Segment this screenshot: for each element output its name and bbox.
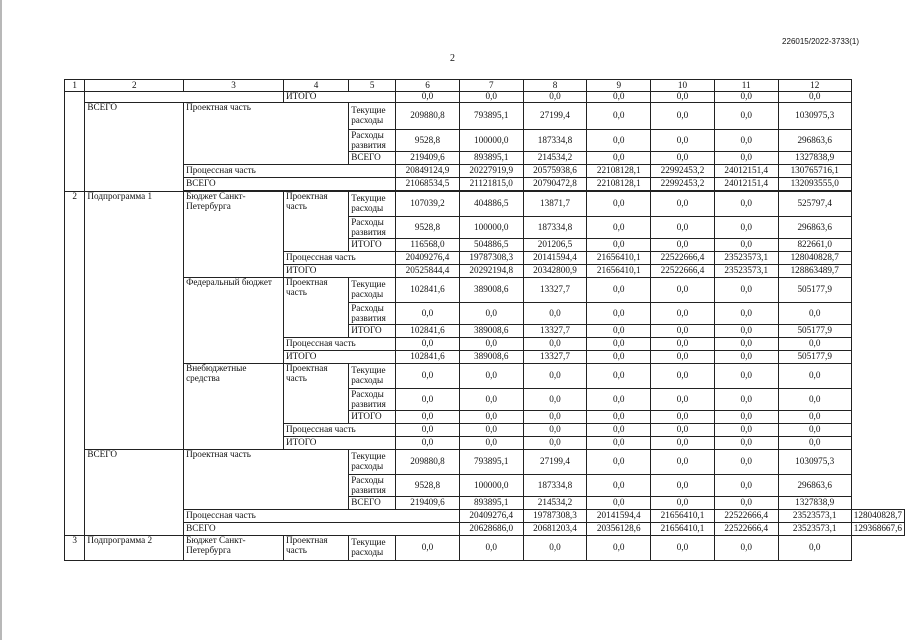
value-cell: 0,0 [523,364,587,389]
value-cell: 214534,2 [523,152,587,165]
value-cell: 296863,6 [778,475,851,497]
row-label: Текущие расходы [349,103,396,130]
value-cell: 0,0 [778,364,851,389]
col-header: 7 [459,80,523,92]
value-cell: 0,0 [651,92,715,103]
value-cell: 0,0 [459,303,523,325]
value-cell: 0,0 [587,103,651,130]
value-cell: 107039,2 [396,192,460,217]
value-cell: 13327,7 [523,278,587,303]
value-cell: 0,0 [714,389,778,411]
row-number: 3 [65,536,85,561]
value-cell: 0,0 [587,364,651,389]
value-cell: 389008,6 [459,351,523,364]
value-cell: 0,0 [396,338,460,351]
value-cell: 0,0 [587,351,651,364]
value-cell: 20409276,4 [396,252,460,265]
value-cell: 102841,6 [396,278,460,303]
col-header: 5 [349,80,396,92]
value-cell: 209880,8 [396,103,460,130]
scan-edge-line [0,0,2,640]
value-cell: 0,0 [459,364,523,389]
value-cell: 19787308,3 [523,510,587,523]
value-cell: 0,0 [523,92,587,103]
row-label: Процессная часть [283,424,395,437]
value-cell: 0,0 [587,437,651,450]
document-id: 226015/2022-3733(1) [782,37,859,46]
value-cell: 20849124,9 [396,165,460,178]
value-cell: 389008,6 [459,278,523,303]
value-cell: 0,0 [651,389,715,411]
value-cell: 20292194,8 [459,265,523,278]
value-cell: 0,0 [714,278,778,303]
value-cell: 0,0 [714,152,778,165]
row-label: ИТОГО [349,411,396,424]
value-cell: 0,0 [523,303,587,325]
col-header: 12 [778,80,851,92]
value-cell: 1327838,9 [778,497,851,510]
value-cell: 22108128,1 [587,178,651,191]
value-cell: 0,0 [396,411,460,424]
value-cell: 0,0 [651,152,715,165]
row-label: Текущие расходы [349,450,396,475]
row-label: Расходы развития [349,475,396,497]
value-cell: 0,0 [587,192,651,217]
value-cell: 0,0 [714,411,778,424]
value-cell: 0,0 [587,278,651,303]
value-cell: 21656410,1 [651,523,715,536]
row-label: Текущие расходы [349,192,396,217]
value-cell: 0,0 [459,424,523,437]
value-cell: 505177,9 [778,351,851,364]
value-cell: 22992453,2 [651,178,715,191]
value-cell: 0,0 [651,325,715,338]
value-cell: 20356128,6 [587,523,651,536]
row-number: 2 [65,192,85,536]
table-row [65,278,905,303]
value-cell: 20409276,4 [459,510,523,523]
value-cell: 0,0 [778,303,851,325]
value-cell: 0,0 [714,192,778,217]
value-cell: 20790472,8 [523,178,587,191]
value-cell: 505177,9 [778,278,851,303]
empty-cell [85,92,284,103]
value-cell: 0,0 [523,338,587,351]
value-cell: 505177,9 [778,325,851,338]
col-header: 2 [85,80,184,92]
col-header: 8 [523,80,587,92]
value-cell: 0,0 [396,536,460,561]
row-label: Расходы развития [349,303,396,325]
value-cell: 504886,5 [459,239,523,252]
row-label: ИТОГО [283,92,395,103]
value-cell: 187334,8 [523,475,587,497]
value-cell: 0,0 [651,351,715,364]
value-cell: 20575938,6 [523,165,587,178]
value-cell: 201206,5 [523,239,587,252]
value-cell: 0,0 [587,130,651,152]
group-label: Проектная часть [283,278,348,338]
value-cell: 0,0 [396,389,460,411]
value-cell: 893895,1 [459,152,523,165]
value-cell: 0,0 [587,217,651,239]
value-cell: 22522666,4 [714,510,778,523]
value-cell: 0,0 [714,475,778,497]
value-cell: 0,0 [651,497,715,510]
value-cell: 0,0 [396,424,460,437]
page-number: 2 [450,53,455,64]
value-cell: 19787308,3 [459,252,523,265]
value-cell: 20525844,4 [396,265,460,278]
value-cell: 0,0 [651,278,715,303]
value-cell: 0,0 [651,130,715,152]
value-cell: 209880,8 [396,450,460,475]
value-cell: 0,0 [714,351,778,364]
value-cell: 893895,1 [459,497,523,510]
value-cell: 0,0 [651,437,715,450]
value-cell: 13327,7 [523,351,587,364]
value-cell: 9528,8 [396,130,460,152]
value-cell: 793895,1 [459,450,523,475]
value-cell: 404886,5 [459,192,523,217]
value-cell: 0,0 [523,389,587,411]
value-cell: 0,0 [587,303,651,325]
row-number-cell [65,92,85,192]
value-cell: 187334,8 [523,130,587,152]
value-cell: 0,0 [714,450,778,475]
value-cell: 0,0 [523,536,587,561]
value-cell: 129368667,6 [851,523,904,536]
source-label: Внебюджетные средства [184,364,284,450]
value-cell: 20141594,4 [587,510,651,523]
value-cell: 0,0 [396,437,460,450]
row-label: ИТОГО [283,351,395,364]
value-cell: 21068534,5 [396,178,460,191]
value-cell: 214534,2 [523,497,587,510]
value-cell: 0,0 [714,92,778,103]
row-label: Процессная часть [283,252,395,265]
table-row [65,92,905,103]
value-cell: 21656410,1 [651,510,715,523]
row-label: Расходы развития [349,217,396,239]
group-label: Проектная часть [283,364,348,424]
value-cell: 296863,6 [778,130,851,152]
table-row [65,103,905,130]
value-cell: 0,0 [778,389,851,411]
value-cell: 100000,0 [459,130,523,152]
table-row [65,450,905,475]
value-cell: 0,0 [459,411,523,424]
value-cell: 23523573,1 [714,252,778,265]
subprogram-label: Подпрограмма 1 [85,192,184,450]
value-cell: 102841,6 [396,325,460,338]
value-cell: 130765716,1 [778,165,851,178]
value-cell: 0,0 [587,411,651,424]
value-cell: 0,0 [651,475,715,497]
value-cell: 0,0 [651,536,715,561]
table-row [65,510,905,523]
value-cell: 0,0 [778,437,851,450]
column-header-row [65,80,905,92]
value-cell: 0,0 [587,497,651,510]
value-cell: 0,0 [396,92,460,103]
value-cell: 102841,6 [396,351,460,364]
value-cell: 0,0 [587,152,651,165]
value-cell: 0,0 [651,411,715,424]
group-label: Проектная часть [283,192,348,252]
budget-table [64,79,905,561]
value-cell: 822661,0 [778,239,851,252]
value-cell: 0,0 [714,338,778,351]
col-header: 9 [587,80,651,92]
value-cell: 22108128,1 [587,165,651,178]
value-cell: 23523573,1 [778,523,851,536]
value-cell: 296863,6 [778,217,851,239]
value-cell: 0,0 [651,364,715,389]
col-header: 10 [651,80,715,92]
col-header: 3 [184,80,284,92]
value-cell: 0,0 [459,338,523,351]
value-cell: 0,0 [714,325,778,338]
value-cell: 0,0 [587,338,651,351]
table-row [65,523,905,536]
value-cell: 187334,8 [523,217,587,239]
row-label: Текущие расходы [349,278,396,303]
row-label: ВСЕГО [184,523,460,536]
value-cell: 27199,4 [523,450,587,475]
table-row [65,178,905,191]
value-cell: 0,0 [523,424,587,437]
table-row [65,192,905,217]
value-cell: 0,0 [714,303,778,325]
value-cell: 0,0 [714,497,778,510]
value-cell: 128863489,7 [778,265,851,278]
row-label: Процессная часть [184,165,396,178]
value-cell: 0,0 [778,536,851,561]
value-cell: 100000,0 [459,475,523,497]
source-label: Бюджет Санкт-Петербурга [184,536,284,561]
row-label: Процессная часть [184,510,460,523]
value-cell: 23523573,1 [778,510,851,523]
value-cell: 21656410,1 [587,265,651,278]
row-label: ВСЕГО [349,152,396,165]
value-cell: 0,0 [587,389,651,411]
value-cell: 9528,8 [396,217,460,239]
value-cell: 0,0 [714,103,778,130]
value-cell: 1030975,3 [778,450,851,475]
value-cell: 20227919,9 [459,165,523,178]
value-cell: 0,0 [651,217,715,239]
value-cell: 0,0 [714,437,778,450]
row-label: ВСЕГО [349,497,396,510]
value-cell: 132093555,0 [778,178,851,191]
row-label: Расходы развития [349,130,396,152]
value-cell: 0,0 [651,303,715,325]
row-label: ИТОГО [349,325,396,338]
value-cell: 9528,8 [396,475,460,497]
value-cell: 13327,7 [523,325,587,338]
value-cell: 0,0 [459,437,523,450]
col-header: 6 [396,80,460,92]
row-label: ИТОГО [283,265,395,278]
value-cell: 0,0 [587,536,651,561]
value-cell: 20628686,0 [459,523,523,536]
row-label: Процессная часть [283,338,395,351]
value-cell: 22522666,4 [651,252,715,265]
value-cell: 793895,1 [459,103,523,130]
table-row [65,364,905,389]
col-header: 4 [283,80,348,92]
value-cell: 23523573,1 [714,265,778,278]
value-cell: 0,0 [396,364,460,389]
value-cell: 0,0 [651,338,715,351]
value-cell: 0,0 [714,217,778,239]
row-label: Расходы развития [349,389,396,411]
row-label: Текущие расходы [349,364,396,389]
value-cell: 0,0 [587,92,651,103]
group-label: Проектная часть [283,536,348,561]
value-cell: 0,0 [651,103,715,130]
value-cell: 0,0 [587,475,651,497]
value-cell: 0,0 [523,437,587,450]
row-label: ВСЕГО [184,178,396,191]
value-cell: 22992453,2 [651,165,715,178]
value-cell: 21656410,1 [587,252,651,265]
group-label: ВСЕГО [85,103,184,192]
value-cell: 100000,0 [459,217,523,239]
value-cell: 13871,7 [523,192,587,217]
subprogram-label: Подпрограмма 2 [85,536,184,561]
col-header: 1 [65,80,85,92]
value-cell: 0,0 [778,411,851,424]
value-cell: 0,0 [651,192,715,217]
value-cell: 24012151,4 [714,165,778,178]
group-label: Проектная часть [184,450,349,510]
value-cell: 116568,0 [396,239,460,252]
value-cell: 21121815,0 [459,178,523,191]
value-cell: 0,0 [714,130,778,152]
value-cell: 0,0 [587,239,651,252]
value-cell: 0,0 [778,424,851,437]
value-cell: 0,0 [714,536,778,561]
value-cell: 219409,6 [396,152,460,165]
value-cell: 0,0 [651,239,715,252]
value-cell: 128040828,7 [778,252,851,265]
value-cell: 22522666,4 [651,265,715,278]
value-cell: 20681203,4 [523,523,587,536]
source-label: Федеральный бюджет [184,278,284,364]
source-label: Бюджет Санкт-Петербурга [184,192,284,278]
value-cell: 20342800,9 [523,265,587,278]
value-cell: 0,0 [459,536,523,561]
group-label: Проектная часть [184,103,349,165]
value-cell: 0,0 [587,325,651,338]
value-cell: 0,0 [459,92,523,103]
value-cell: 0,0 [714,239,778,252]
group-label: ВСЕГО [85,450,184,536]
value-cell: 219409,6 [396,497,460,510]
value-cell: 0,0 [778,92,851,103]
value-cell: 0,0 [459,389,523,411]
value-cell: 0,0 [523,411,587,424]
value-cell: 20141594,4 [523,252,587,265]
value-cell: 1030975,3 [778,103,851,130]
value-cell: 0,0 [714,364,778,389]
row-label: ИТОГО [283,437,395,450]
value-cell: 0,0 [396,303,460,325]
value-cell: 389008,6 [459,325,523,338]
value-cell: 525797,4 [778,192,851,217]
value-cell: 128040828,7 [851,510,904,523]
value-cell: 0,0 [587,450,651,475]
value-cell: 27199,4 [523,103,587,130]
value-cell: 0,0 [714,424,778,437]
row-label: ИТОГО [349,239,396,252]
value-cell: 22522666,4 [714,523,778,536]
row-label: Текущие расходы [349,536,396,561]
value-cell: 0,0 [587,424,651,437]
value-cell: 0,0 [778,338,851,351]
col-header: 11 [714,80,778,92]
table-row [65,536,905,561]
value-cell: 24012151,4 [714,178,778,191]
table-row [65,165,905,178]
value-cell: 0,0 [651,450,715,475]
value-cell: 1327838,9 [778,152,851,165]
value-cell: 0,0 [651,424,715,437]
